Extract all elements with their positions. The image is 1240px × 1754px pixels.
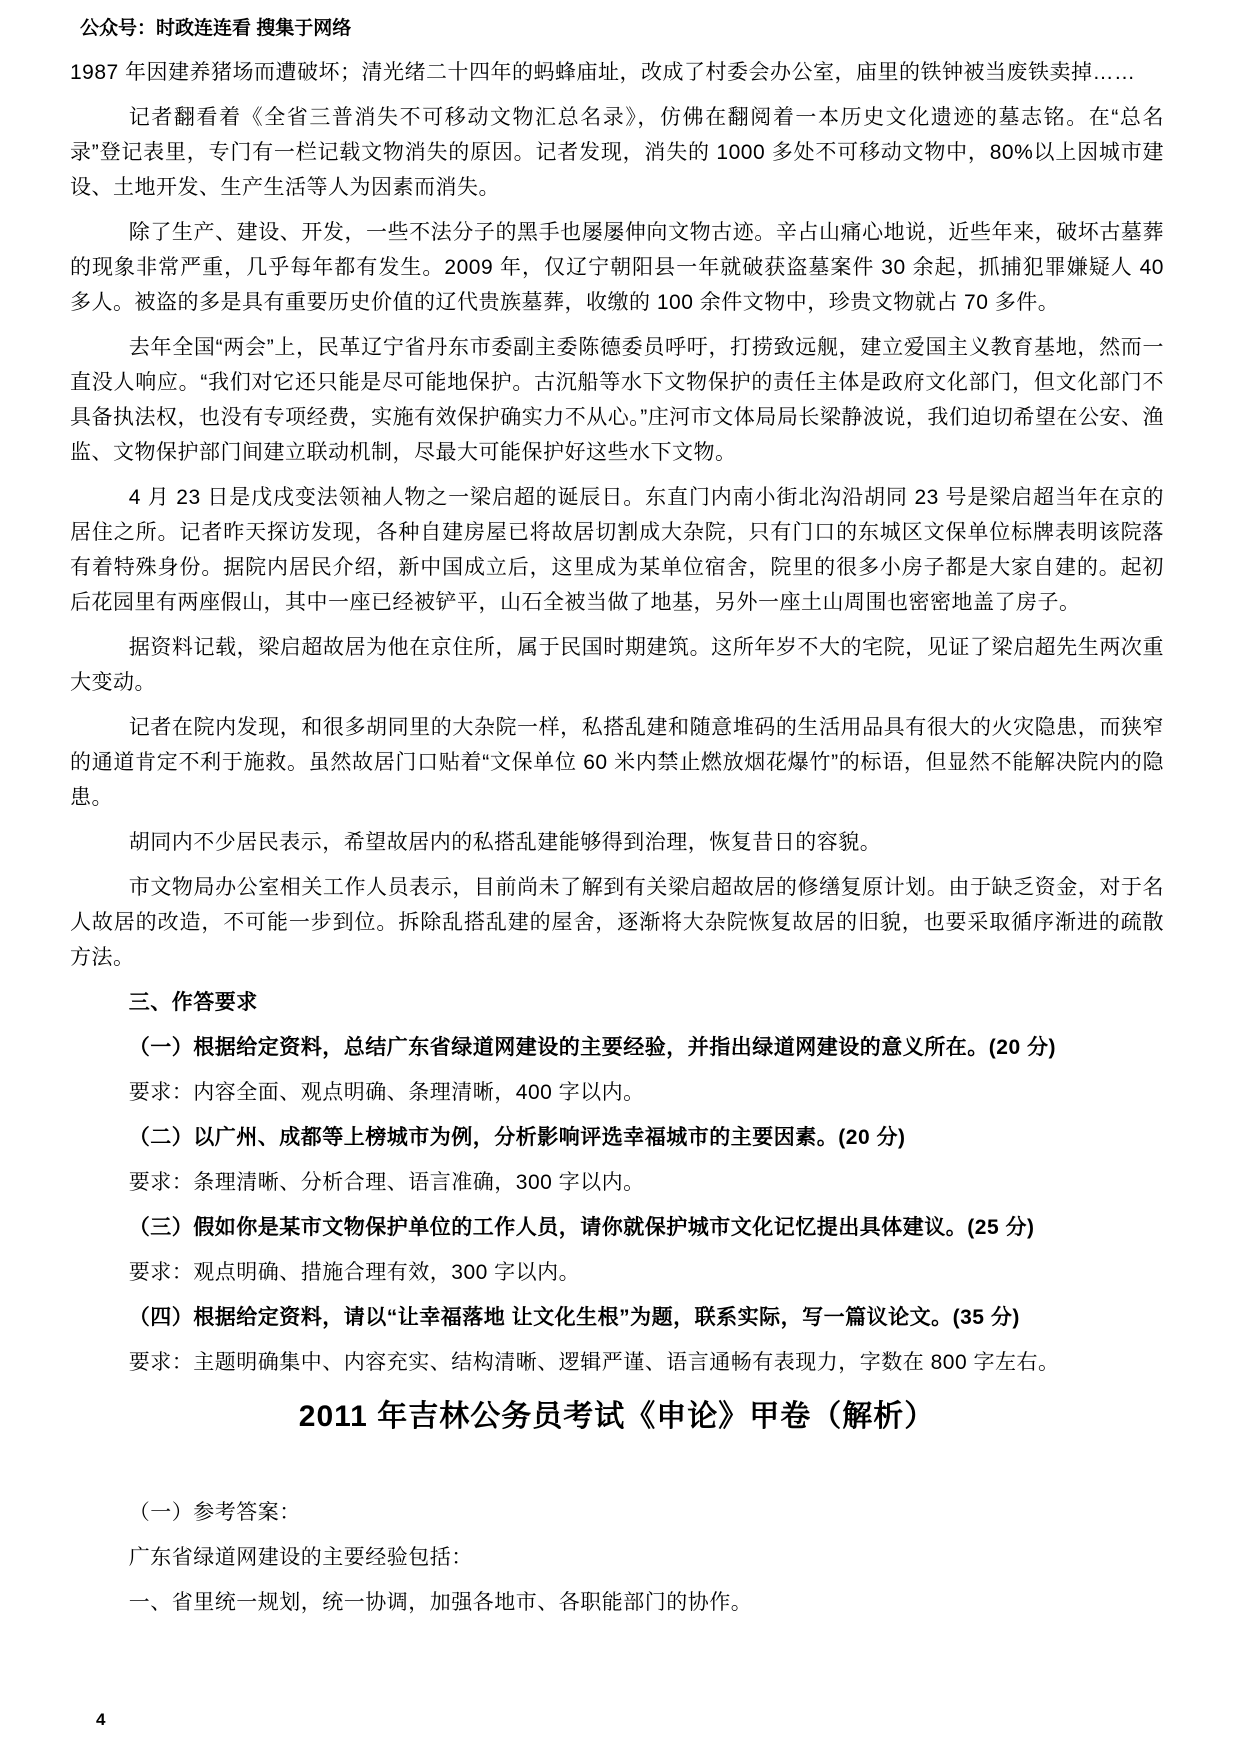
requirement-line-4: 要求：主题明确集中、内容充实、结构清晰、逻辑严谨、语言通畅有表现力，字数在 800 字左右。	[128, 1351, 1060, 1374]
answer-line: 一、省里统一规划，统一协调，加强各地市、各职能部门的协作。	[128, 1591, 753, 1614]
question-item-3: （三）假如你是某市文物保护单位的工作人员，请你就保护城市文化记忆提出具体建议。(25 分)	[128, 1216, 1035, 1239]
answer-line: （一）参考答案：	[128, 1501, 301, 1524]
paragraph: 记者在院内发现，和很多胡同里的大杂院一样，私搭乱建和随意堆码的生活用品具有很大的火灾隐患，而狭窄的通道肯定不利于施救。虽然故居门口贴着“文保单位 60 米内禁止燃放烟花爆竹”的标语，但显然不能解决院内的隐患。	[70, 716, 1164, 809]
answer-section-title: 2011 年吉林公务员考试《申论》甲卷（解析）	[298, 1400, 936, 1433]
requirement-line-3: 要求：观点明确、措施合理有效，300 字以内。	[128, 1261, 581, 1284]
page-number: 4	[96, 1710, 106, 1729]
paragraph: 1987 年因建养猪场而遭破坏；清光绪二十四年的蚂蜂庙址，改成了村委会办公室，庙里的铁钟被当废铁卖掉……	[70, 61, 1136, 84]
question-item-4: （四）根据给定资料，请以“让幸福落地 让文化生根”为题，联系实际，写一篇议论文。(35 分)	[128, 1306, 1020, 1329]
answer-line: 广东省绿道网建设的主要经验包括：	[128, 1546, 473, 1569]
paragraph: 去年全国“两会”上，民革辽宁省丹东市委副主委陈德委员呼吁，打捞致远舰，建立爱国主义教育基地，然而一直没人响应。“我们对它还只能是尽可能地保护。古沉船等水下文物保护的责任主体是政府文化部门，但文化部门不具备执法权，也没有专项经费，实施有效保护确实力不从心。”庄河市文体局局长梁静波说，我们迫切希望在公安、渔监、文物保护部门间建立联动机制，尽最大可能保护好这些水下文物。	[70, 336, 1164, 464]
page-header: 公众号：时政连连看 搜集于网络	[80, 18, 352, 39]
requirement-line-1: 要求：内容全面、观点明确、条理清晰，400 字以内。	[128, 1081, 645, 1104]
question-item-2: （二）以广州、成都等上榜城市为例，分析影响评选幸福城市的主要因素。(20 分)	[128, 1126, 906, 1149]
requirement-line-2: 要求：条理清晰、分析合理、语言准确，300 字以内。	[128, 1171, 645, 1194]
paragraph: 除了生产、建设、开发，一些不法分子的黑手也屡屡伸向文物古迹。辛占山痛心地说，近些年来，破坏古墓葬的现象非常严重，几乎每年都有发生。2009 年，仅辽宁朝阳县一年就破获盗墓案件 30 余起，抓捕犯罪嫌疑人 40 多人。被盗的多是具有重要历史价值的辽代贵族墓葬，收缴的 100 余件文物中，珍贵文物就占 70 多件。	[70, 221, 1164, 314]
paragraph: 4 月 23 日是戊戌变法领袖人物之一梁启超的诞辰日。东直门内南小街北沟沿胡同 23 号是梁启超当年在京的居住之所。记者昨天探访发现，各种自建房屋已将故居切割成大杂院，只有门口的东城区文保单位标牌表明该院落有着特殊身份。据院内居民介绍，新中国成立后，这里成为某单位宿舍，院里的很多小房子都是大家自建的。起初后花园里有两座假山，其中一座已经被铲平，山石全被当做了地基，另外一座土山周围也密密地盖了房子。	[70, 486, 1164, 614]
question-item-1: （一）根据给定资料，总结广东省绿道网建设的主要经验，并指出绿道网建设的意义所在。(20 分)	[128, 1036, 1056, 1059]
section-heading: 三、作答要求	[128, 991, 258, 1014]
paragraph: 记者翻看着《全省三普消失不可移动文物汇总名录》，仿佛在翻阅着一本历史文化遗迹的墓志铭。在“总名录”登记表里，专门有一栏记载文物消失的原因。记者发现，消失的 1000 多处不可移动文物中，80%以上因城市建设、土地开发、生产生活等人为因素而消失。	[70, 106, 1164, 199]
paragraph: 据资料记载，梁启超故居为他在京住所，属于民国时期建筑。这所年岁不大的宅院，见证了梁启超先生两次重大变动。	[70, 636, 1164, 694]
paragraph: 市文物局办公室相关工作人员表示，目前尚未了解到有关梁启超故居的修缮复原计划。由于缺乏资金，对于名人故居的改造，不可能一步到位。拆除乱搭乱建的屋舍，逐渐将大杂院恢复故居的旧貌，也要采取循序渐进的疏散方法。	[70, 876, 1164, 969]
paragraph: 胡同内不少居民表示，希望故居内的私搭乱建能够得到治理，恢复昔日的容貌。	[128, 831, 882, 854]
